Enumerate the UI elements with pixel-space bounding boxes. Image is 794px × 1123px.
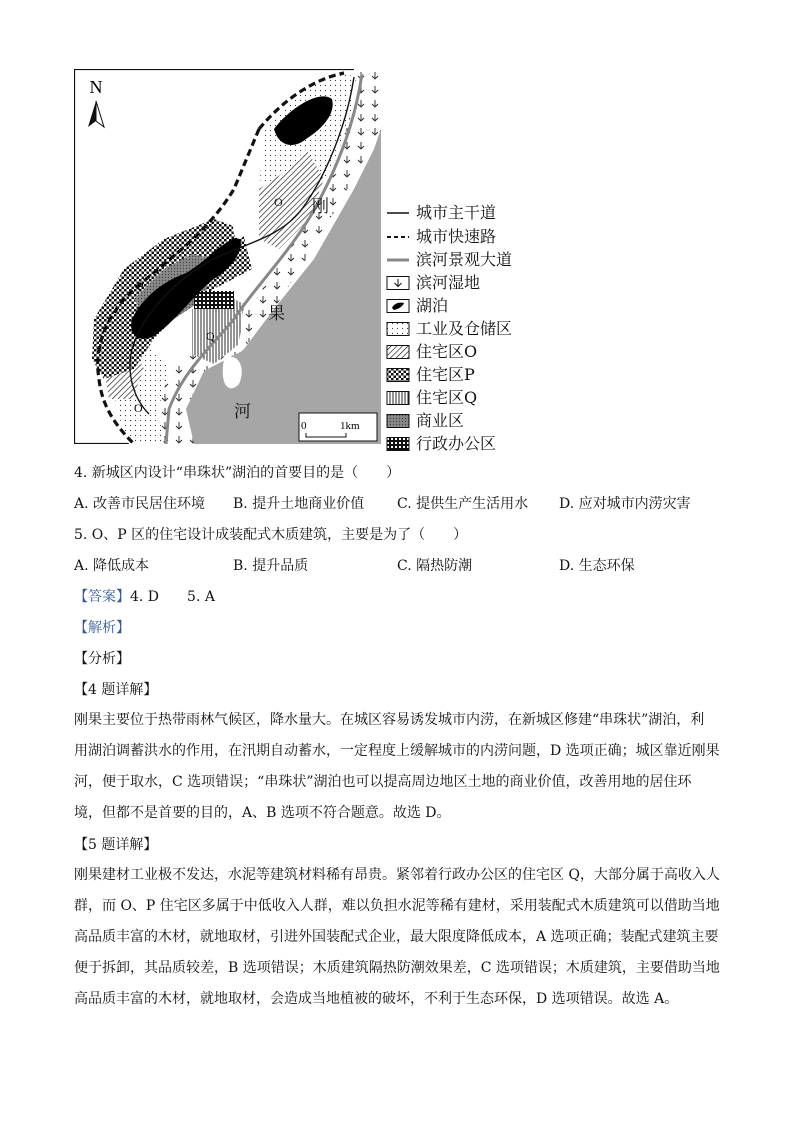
answer-tag: 【答案】 (74, 589, 130, 605)
q5-option-d: D. 生态环保 (559, 558, 635, 574)
wetland-symbol (386, 276, 410, 290)
q4-detail-paragraph (74, 705, 724, 829)
legend-item: 住宅区P (384, 365, 544, 385)
city-map (74, 69, 381, 444)
q4-option-d: D. 应对城市内涝灾害 (559, 496, 691, 512)
legend-item: 住宅区Q (384, 388, 544, 408)
river-char-guo: 果 (268, 304, 285, 324)
question-5-stem: 5. O、P 区的住宅设计成装配式木质建筑，主要是为了（ ） (74, 527, 468, 543)
zone-label-o-south: O (134, 401, 143, 415)
question-4-stem: 4. 新城区内设计“串珠状”湖泊的首要目的是（ ） (74, 465, 401, 481)
legend-item: 城市快速路 (384, 227, 544, 247)
q4-option-c: C. 提供生产生活用水 (397, 496, 529, 512)
q5-detail-line: 群，而 O、P 住宅区多属于中低收入人群，难以负担水泥等稀有建材，采用装配式木质建筑可以借助当地 (74, 898, 720, 914)
river-char-he: 河 (234, 402, 251, 422)
answer-text: 4. D 5. A (130, 589, 215, 605)
lake-symbol (386, 299, 410, 313)
q5-detail-heading: 【5 题详解】 (74, 837, 158, 853)
legend-item: 工业及仓储区 (384, 319, 544, 339)
q5-detail-line: 高品质丰富的木材，就地取材，引进外国装配式企业，最大限度降低成本，A 选项正确；装配式建筑主要 (74, 929, 719, 945)
residential-o-symbol (386, 345, 410, 359)
legend-item: 城市主干道 (384, 203, 544, 223)
administrative-zone (194, 291, 234, 309)
river-char-gang: 刚 (312, 197, 329, 217)
industrial-symbol (386, 322, 410, 336)
q5-option-b: B. 提升品质 (233, 558, 309, 574)
q4-detail-line: 河，便于取水，C 选项错误；“串珠状”湖泊也可以提高周边地区土地的商业价值，改善用地的居住环 (74, 774, 692, 790)
q5-detail-paragraph (74, 860, 724, 1015)
answer-line (74, 587, 215, 607)
legend-item: 滨河景观大道 (384, 250, 544, 270)
svg-text:0: 0 (301, 420, 307, 432)
analysis-heading: 【解析】 (74, 620, 130, 636)
legend-item: 住宅区O (384, 342, 544, 362)
expressway-symbol (386, 230, 410, 244)
svg-text:N: N (89, 77, 103, 97)
residential-q-symbol (386, 391, 410, 405)
legend-item: 行政办公区 (384, 434, 544, 454)
zone-label-o-north: O (274, 195, 283, 209)
legend-item: 商业区 (384, 411, 544, 431)
legend-item: 滨河湿地 (384, 273, 544, 293)
q4-detail-line: 境，但都不是首要的目的，A、B 选项不符合题意。故选 D。 (74, 805, 451, 821)
q5-detail-line: 便于拆卸，其品质较差，B 选项错误；木质建筑隔热防潮效果差，C 选项错误；木质建筑，主要借助当地 (74, 960, 720, 976)
q4-detail-line: 刚果主要位于热带雨林气候区，降水量大。在城区容易诱发城市内涝，在新城区修建“串珠状”湖泊，利 (74, 712, 705, 728)
q4-detail-heading: 【4 题详解】 (74, 682, 158, 698)
q4-option-b: B. 提升土地商业价值 (233, 496, 365, 512)
riverside-avenue-symbol (386, 253, 410, 267)
q5-option-c: C. 隔热防潮 (397, 558, 473, 574)
q4-option-a: A. 改善市民居住环境 (74, 496, 206, 512)
zone-label-p: P (137, 279, 144, 293)
q5-detail-line: 高品质丰富的木材，就地取材，会造成当地植被的破坏，不利于生态环保，D 选项错误。故选 A。 (74, 991, 679, 1007)
fenxi-heading: 【分析】 (74, 651, 130, 667)
zone-label-q: Q (206, 329, 215, 343)
residential-p-symbol (386, 368, 410, 382)
main-road-symbol (386, 206, 410, 220)
commercial-symbol (386, 414, 410, 428)
q5-detail-line: 刚果建材工业极不发达，水泥等建筑材料稀有昂贵。紧邻着行政办公区的住宅区 Q，大部分属于高收入人 (74, 867, 720, 883)
scale-bar (299, 413, 377, 441)
legend-item: 湖泊 (384, 296, 544, 316)
administrative-symbol (386, 437, 410, 451)
q5-option-a: A. 降低成本 (74, 558, 150, 574)
svg-text:1km: 1km (340, 420, 360, 432)
q4-detail-line: 用湖泊调蓄洪水的作用，在汛期自动蓄水，一定程度上缓解城市的内涝问题，D 选项正确；城区靠近刚果 (74, 743, 720, 759)
